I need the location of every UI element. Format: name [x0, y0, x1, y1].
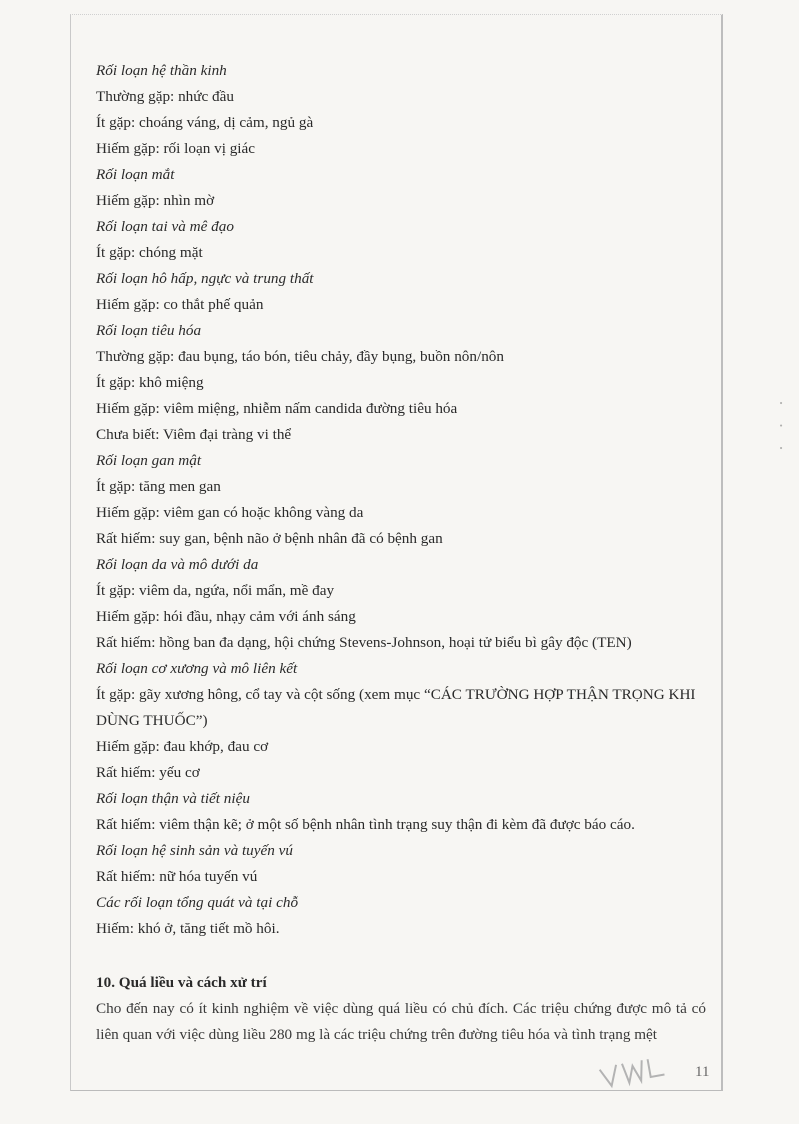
reaction-category: Rối loạn mắt: [96, 166, 175, 183]
reaction-item: Ít gặp: choáng váng, dị cảm, ngủ gà: [96, 114, 314, 131]
reaction-category: Rối loạn hô hấp, ngực và trung thất: [96, 270, 314, 287]
reaction-item: Ít gặp: chóng mặt: [96, 244, 203, 261]
reaction-category: Rối loạn tiêu hóa: [96, 322, 202, 339]
reaction-item: Hiếm gặp: co thắt phế quản: [96, 296, 264, 313]
overdose-paragraph: Cho đến nay có ít kinh nghiệm về việc dùng quá liều có chủ đích. Các triệu chứng được mô tả có liên quan với việc dùng liều 280 mg là các triệu chứng trên đường tiêu hóa và tình trạng mệt: [96, 1000, 706, 1043]
scan-edge-mark: · · ·: [771, 400, 791, 457]
reaction-category: Rối loạn gan mật: [96, 452, 202, 469]
reaction-item: Hiếm gặp: nhìn mờ: [96, 192, 215, 209]
reaction-category: Rối loạn cơ xương và mô liên kết: [96, 660, 298, 677]
reaction-item: Hiếm gặp: rối loạn vị giác: [96, 140, 256, 157]
page-content: [96, 58, 706, 1048]
adverse-reactions-list: [96, 58, 706, 942]
reaction-category: Rối loạn tai và mê đạo: [96, 218, 234, 235]
reaction-item: Ít gặp: viêm da, ngứa, nổi mẩn, mề đay: [96, 582, 335, 599]
section-heading-overdose: 10. Quá liều và cách xử trí: [96, 974, 267, 991]
reaction-item: Chưa biết: Viêm đại tràng vi thể: [96, 426, 292, 443]
reaction-item: Hiếm gặp: viêm gan có hoặc không vàng da: [96, 504, 364, 521]
reaction-item: Hiếm gặp: hói đầu, nhạy cảm với ánh sáng: [96, 608, 356, 625]
reaction-item: Rất hiếm: yếu cơ: [96, 764, 200, 781]
reaction-item: Hiếm: khó ở, tăng tiết mồ hôi.: [96, 920, 280, 937]
reaction-item: Hiếm gặp: đau khớp, đau cơ: [96, 738, 269, 755]
reaction-category: Rối loạn hệ thần kinh: [96, 62, 227, 79]
reaction-item: Thường gặp: nhức đầu: [96, 88, 234, 105]
reaction-item: Ít gặp: tăng men gan: [96, 478, 221, 495]
reaction-item: Rất hiếm: hồng ban đa dạng, hội chứng Stevens-Johnson, hoại tử biểu bì gây độc (TEN): [96, 634, 632, 651]
reaction-item: Ít gặp: gãy xương hông, cổ tay và cột sống (xem mục “CÁC TRƯỜNG HỢP THẬN TRỌNG KHI DÙNG THUỐC”): [96, 686, 696, 729]
reaction-item: Ít gặp: khô miệng: [96, 374, 204, 391]
reaction-category: Rối loạn da và mô dưới da: [96, 556, 259, 573]
reaction-category: Rối loạn thận và tiết niệu: [96, 790, 250, 807]
reaction-item: Thường gặp: đau bụng, táo bón, tiêu chảy, đầy bụng, buồn nôn/nôn: [96, 348, 504, 365]
reaction-category: Rối loạn hệ sinh sản và tuyến vú: [96, 842, 293, 859]
reaction-category: Các rối loạn tổng quát và tại chỗ: [96, 894, 299, 911]
reaction-item: Hiếm gặp: viêm miệng, nhiễm nấm candida đường tiêu hóa: [96, 400, 458, 417]
reaction-item: Rất hiếm: suy gan, bệnh não ở bệnh nhân đã có bệnh gan: [96, 530, 443, 547]
page-number: 11: [695, 1064, 710, 1080]
reaction-item: Rất hiếm: nữ hóa tuyến vú: [96, 868, 258, 885]
reaction-item: Rất hiếm: viêm thận kẽ; ở một số bệnh nhân tình trạng suy thận đi kèm đã được báo cáo.: [96, 816, 635, 833]
